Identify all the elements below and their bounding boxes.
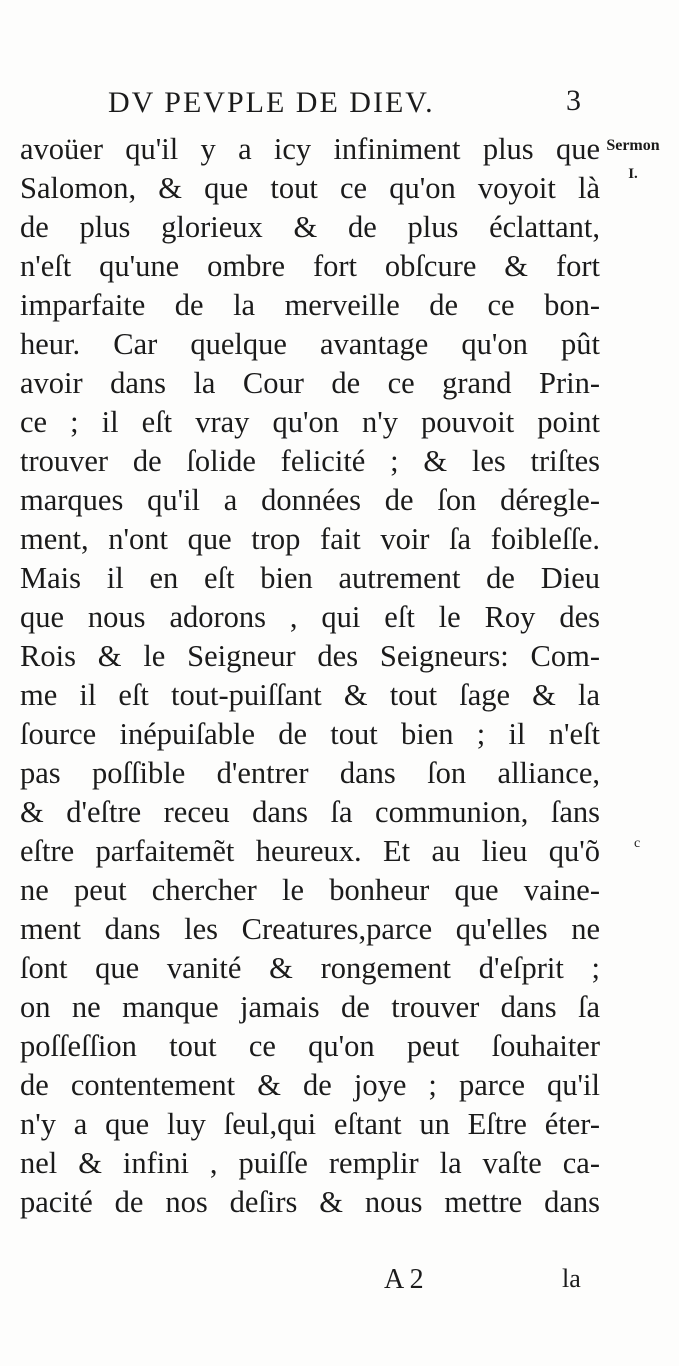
text-line: pas poſſible d'entrer dans ſon alliance, xyxy=(20,756,600,790)
text-line: de plus glorieux & de plus éclattant, xyxy=(20,210,600,244)
text-line: ment, n'ont que trop fait voir ſa foibleſſe. xyxy=(20,522,600,556)
text-line: heur. Car quelque avantage qu'on pût xyxy=(20,327,600,361)
text-line: trouver de ſolide felicité ; & les triſtes xyxy=(20,444,600,478)
text-line: que nous adorons , qui eſt le Roy des xyxy=(20,600,600,634)
text-line: ſource inépuiſable de tout bien ; il n'eſt xyxy=(20,717,600,751)
text-line: Rois & le Seigneur des Seigneurs: Com- xyxy=(20,639,600,673)
text-line: n'y a que luy ſeul,qui eſtant un Eſtre éter- xyxy=(20,1107,600,1141)
body-text xyxy=(20,130,600,1222)
text-line: nel & infini , puiſſe remplir la vaſte ca- xyxy=(20,1146,600,1180)
text-line: on ne manque jamais de trouver dans ſa xyxy=(20,990,600,1024)
text-line: pacité de nos deſirs & nous mettre dans xyxy=(20,1185,600,1219)
text-line: marques qu'il a données de ſon déregle- xyxy=(20,483,600,517)
running-head: DV PEVPLE DE DIEV. xyxy=(108,86,435,119)
text-line: Salomon, & que tout ce qu'on voyoit là xyxy=(20,171,600,205)
marginal-note-line-2: I. xyxy=(628,166,638,182)
marginal-note-line-1: Sermon xyxy=(606,137,660,154)
text-line: avoüer qu'il y a icy infiniment plus que xyxy=(20,132,600,166)
text-line: n'eſt qu'une ombre fort obſcure & fort xyxy=(20,249,600,283)
text-line: ment dans les Creatures,parce qu'elles ne xyxy=(20,912,600,946)
catchword: la xyxy=(562,1264,581,1293)
text-line: ce ; il eſt vray qu'on n'y pouvoit point xyxy=(20,405,600,439)
text-line: Mais il en eſt bien autrement de Dieu xyxy=(20,561,600,595)
marginal-note xyxy=(592,134,674,186)
page-number: 3 xyxy=(566,84,581,117)
stray-mark: c xyxy=(634,836,641,851)
text-line: me il eſt tout-puiſſant & tout ſage & la xyxy=(20,678,600,712)
text-line: imparfaite de la merveille de ce bon- xyxy=(20,288,600,322)
signature-mark: A 2 xyxy=(384,1264,424,1295)
text-line: eſtre parfaitemẽt heureux. Et au lieu qu'õ xyxy=(20,834,600,868)
text-line: poſſeſſion tout ce qu'on peut ſouhaiter xyxy=(20,1029,600,1063)
text-line: & d'eſtre receu dans ſa communion, ſans xyxy=(20,795,600,829)
text-line: avoir dans la Cour de ce grand Prin- xyxy=(20,366,600,400)
text-line: de contentement & de joye ; parce qu'il xyxy=(20,1068,600,1102)
text-line: ſont que vanité & rongement d'eſprit ; xyxy=(20,951,600,985)
text-line: ne peut chercher le bonheur que vaine- xyxy=(20,873,600,907)
